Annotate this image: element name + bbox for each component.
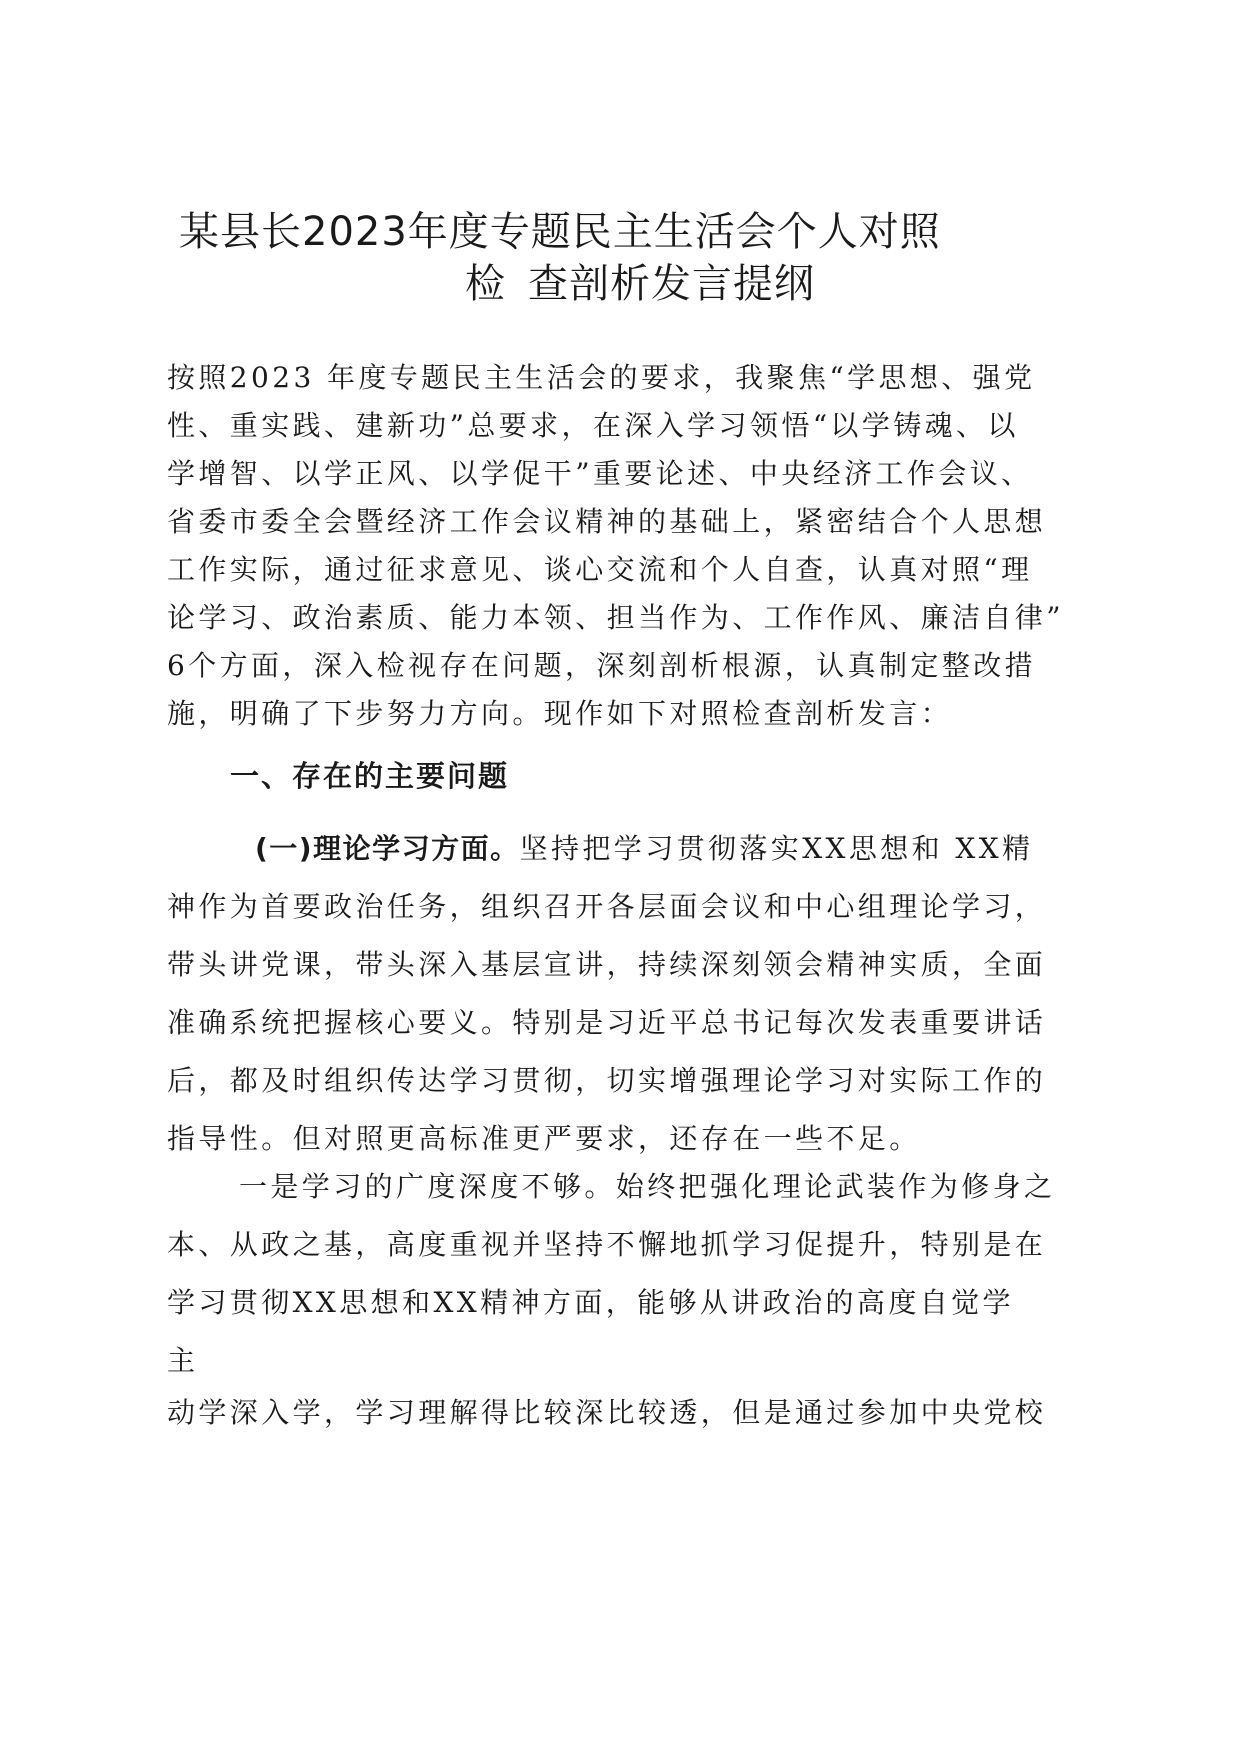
intro-line: 省委市委全会暨经济工作会议精神的基础上，紧密结合个人思想	[167, 505, 1047, 538]
section-lead-line	[167, 820, 1087, 878]
section-lead-text: 坚持把学习贯彻落实XX思想和 XX精	[519, 832, 1034, 865]
intro-paragraph	[167, 354, 1087, 738]
section-heading-main-problems: 一、存在的主要问题	[230, 759, 510, 793]
paragraph-first-text: 一是学习的广度深度不够。始终把强化理论武装作为修身之	[239, 1170, 1056, 1203]
section-line: 准确系统把握核心要义。特别是习近平总书记每次发表重要讲话	[167, 1006, 1047, 1039]
intro-line: 按照2023 年度专题民主生活会的要求，我聚焦“学思想、强党	[167, 361, 1036, 394]
title-line-2-part-a: 检	[465, 261, 506, 307]
intro-line: 施，明确了下步努力方向。现作如下对照检查剖析发言：	[167, 697, 953, 730]
document-title-line-1: 某县长2023年度专题民主生活会个人对照	[179, 209, 941, 255]
title-line-2-part-b: 查剖析发言提纲	[528, 261, 815, 307]
intro-line: 工作实际，通过征求意见、谈心交流和个人自查，认真对照“理	[167, 553, 1033, 586]
intro-line: 论学习、政治素质、能力本领、担当作为、工作作风、廉洁自律”	[167, 601, 1064, 634]
paragraph-line: 本、从政之基，高度重视并坚持不懈地抓学习促提升，特别是在	[167, 1228, 1047, 1261]
document-title-line-2	[0, 258, 1240, 310]
paragraph-study-depth	[167, 1158, 1087, 1442]
paragraph-line: 动学深入学，学习理解得比较深比较透，但是通过参加中央党校	[167, 1396, 1047, 1429]
section-line: 带头讲党课，带头深入基层宣讲，持续深刻领会精神实质，全面	[167, 948, 1047, 981]
intro-line: 性、重实践、建新功”总要求，在深入学习领悟“以学铸魂、以	[167, 409, 1019, 442]
paragraph-line: 主	[167, 1344, 199, 1377]
intro-line: 6个方面，深入检视存在问题，深刻剖析根源，认真制定整改措	[167, 649, 1037, 682]
section-line: 神作为首要政治任务，组织召开各层面会议和中心组理论学习，	[167, 890, 1047, 923]
subsection-heading-theory-study: (一)理论学习方面。	[255, 832, 520, 865]
paragraph-line: 学习贯彻XX思想和XX精神方面，能够从讲政治的高度自觉学	[167, 1286, 1014, 1319]
section-line: 指导性。但对照更高标准更严要求，还存在一些不足。	[167, 1122, 921, 1155]
section-line: 后，都及时组织传达学习贯彻，切实增强理论学习对实际工作的	[167, 1064, 1047, 1097]
intro-line: 学增智、以学正风、以学促干”重要论述、中央经济工作会议、	[167, 457, 1033, 490]
section-theory-study	[167, 820, 1087, 1168]
paragraph-first-line	[167, 1158, 1087, 1216]
